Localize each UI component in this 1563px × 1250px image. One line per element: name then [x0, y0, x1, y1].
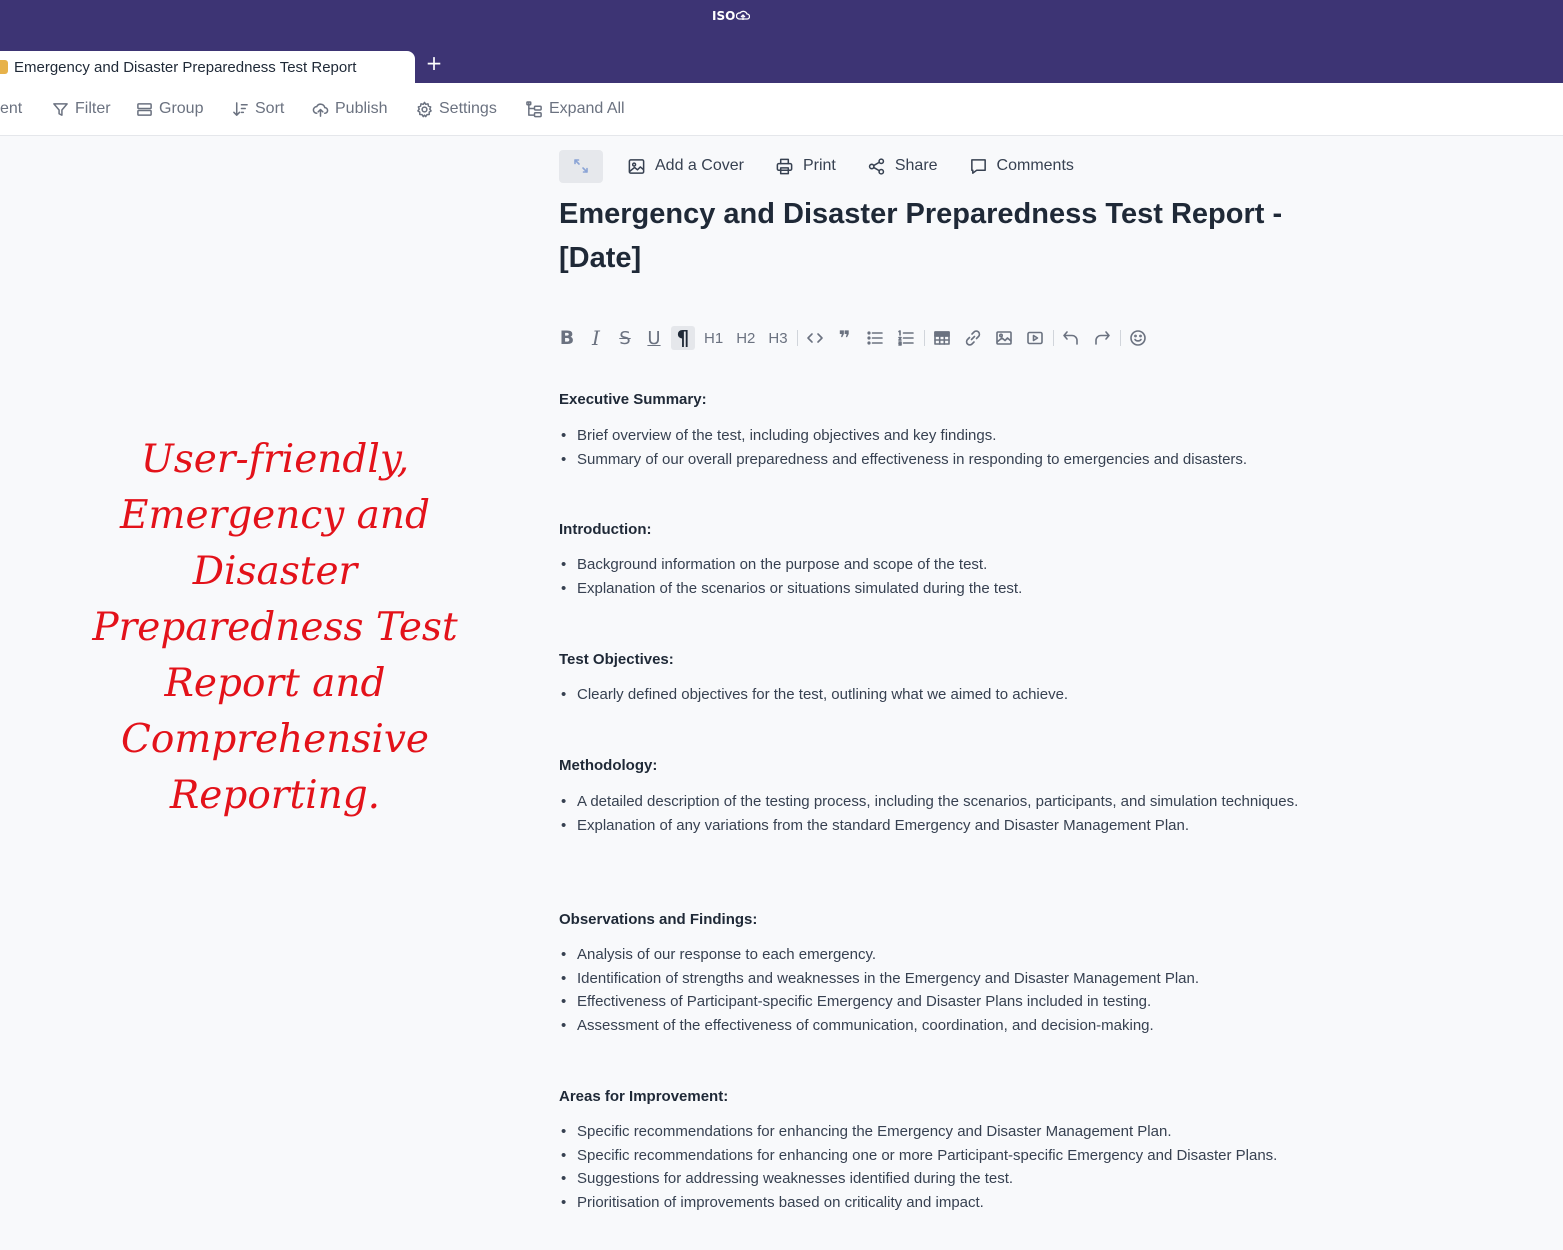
section-heading: Areas for Improvement:	[559, 1088, 729, 1105]
gear-icon	[416, 101, 433, 118]
section-heading: Methodology:	[559, 757, 658, 774]
filter-label: Filter	[75, 100, 111, 117]
print-button[interactable]	[775, 157, 836, 176]
list-item: • Effectiveness of Participant-specific Emergency and Disaster Plans included in testing.	[559, 990, 1339, 1014]
printer-icon	[775, 157, 794, 176]
sort-icon	[232, 101, 249, 118]
strikethrough-button[interactable]: S	[619, 327, 631, 349]
app-logo	[712, 5, 750, 27]
bullet-list-button[interactable]	[862, 326, 888, 350]
numbered-list-button[interactable]	[893, 326, 919, 350]
print-label: Print	[802, 157, 836, 174]
section-heading: Introduction:	[559, 521, 652, 538]
quote-button[interactable]: ❞	[838, 326, 851, 350]
share-label: Share	[894, 157, 938, 174]
document-actions	[559, 149, 1105, 183]
paragraph-button[interactable]: ¶	[671, 326, 695, 350]
code-button[interactable]	[802, 326, 828, 350]
redo-button[interactable]	[1089, 326, 1115, 350]
undo-icon	[1062, 329, 1080, 347]
list-item: • Identification of strengths and weaknesses in the Emergency and Disaster Management Plan.	[559, 967, 1339, 991]
tab-document[interactable]	[0, 51, 415, 83]
smiley-icon	[1129, 329, 1147, 347]
comment-icon	[969, 157, 988, 176]
tab-strip	[0, 42, 1563, 83]
cloud-upload-icon	[312, 101, 329, 118]
settings-label: Settings	[439, 100, 497, 117]
list-item: • Prioritisation of improvements based on criticality and impact.	[559, 1191, 1339, 1215]
toolbar-divider	[1053, 330, 1054, 346]
group-icon	[136, 101, 153, 118]
toolbar-divider	[797, 330, 798, 346]
group-button[interactable]	[136, 98, 203, 120]
settings-button[interactable]	[416, 98, 497, 120]
list-item: • Analysis of our response to each emergency.	[559, 943, 1339, 967]
share-button[interactable]	[867, 157, 938, 176]
link-button[interactable]	[960, 326, 986, 350]
list-item: • Suggestions for addressing weaknesses identified during the test.	[559, 1167, 1339, 1191]
comments-label: Comments	[996, 157, 1074, 174]
undo-button[interactable]	[1058, 326, 1084, 350]
bullet-list	[559, 1120, 1339, 1215]
list-item: • Background information on the purpose and scope of the test.	[559, 553, 1339, 577]
image-icon	[995, 329, 1013, 347]
table-icon	[933, 329, 951, 347]
editor-toolbar	[555, 325, 1156, 351]
sort-button[interactable]	[232, 98, 284, 120]
logo-text: ISO	[712, 9, 736, 23]
section-heading: Test Objectives:	[559, 651, 674, 668]
document-button[interactable]	[0, 98, 22, 120]
publish-button[interactable]	[312, 98, 387, 120]
list-item: • A detailed description of the testing process, including the scenarios, participants, and simulation techniques.	[559, 790, 1339, 814]
cloud-upload-icon	[736, 8, 750, 24]
bullet-list	[559, 424, 1339, 471]
toolbar-divider	[924, 330, 925, 346]
bullet-list	[559, 790, 1339, 837]
bullet-list-icon	[866, 329, 884, 347]
bullet-list	[559, 553, 1339, 600]
bold-button[interactable]: B	[559, 327, 575, 349]
bullet-list	[559, 683, 1339, 707]
list-item: • Specific recommendations for enhancing the Emergency and Disaster Management Plan.	[559, 1120, 1339, 1144]
title-bar	[0, 0, 1563, 42]
heading-3-button[interactable]: H3	[768, 329, 788, 347]
tree-icon	[526, 101, 543, 118]
redo-icon	[1093, 329, 1111, 347]
bullet-list	[559, 943, 1339, 1038]
list-item: • Explanation of the scenarios or situations simulated during the test.	[559, 577, 1339, 601]
italic-button[interactable]: I	[592, 326, 600, 350]
expand-all-label: Expand All	[549, 100, 625, 117]
table-button[interactable]	[929, 326, 955, 350]
video-icon	[1026, 329, 1044, 347]
underline-button[interactable]: U	[647, 327, 661, 349]
filter-button[interactable]	[52, 98, 111, 120]
insert-video-button[interactable]	[1022, 326, 1048, 350]
add-cover-button[interactable]	[627, 157, 744, 176]
link-icon	[964, 329, 982, 347]
publish-label: Publish	[335, 100, 388, 117]
image-icon	[627, 157, 646, 176]
filter-icon	[52, 101, 69, 118]
heading-2-button[interactable]: H2	[736, 329, 756, 347]
list-item: • Explanation of any variations from the standard Emergency and Disaster Management Plan.	[559, 814, 1339, 838]
list-item: • Clearly defined objectives for the test, outlining what we aimed to achieve.	[559, 683, 1339, 707]
emoji-button[interactable]	[1125, 326, 1151, 350]
expand-all-button[interactable]	[526, 98, 625, 120]
expand-diagonal-icon	[572, 157, 590, 175]
toolbar-divider	[1120, 330, 1121, 346]
document-label: ent	[0, 100, 23, 117]
promo-text: User-friendly, Emergency and Disaster Preparedness Test Report and Comprehensive Reporting.	[92, 437, 458, 818]
new-tab-button[interactable]: +	[425, 51, 443, 75]
view-toolbar	[0, 83, 1563, 136]
numbered-list-icon	[897, 329, 915, 347]
document-emoji-icon	[0, 60, 8, 74]
section-heading: Executive Summary:	[559, 391, 707, 408]
insert-image-button[interactable]	[991, 326, 1017, 350]
fullscreen-toggle-button[interactable]	[559, 150, 603, 183]
sort-label: Sort	[255, 100, 285, 117]
list-item: • Summary of our overall preparedness and effectiveness in responding to emergencies and disasters.	[559, 448, 1339, 472]
group-label: Group	[159, 100, 204, 117]
section-heading: Observations and Findings:	[559, 911, 758, 928]
heading-1-button[interactable]: H1	[704, 329, 724, 347]
share-icon	[867, 157, 886, 176]
document-title[interactable]: Emergency and Disaster Preparedness Test Report - [Date]	[559, 198, 1283, 274]
list-item: • Assessment of the effectiveness of communication, coordination, and decision-making.	[559, 1014, 1339, 1038]
list-item: • Brief overview of the test, including objectives and key findings.	[559, 424, 1339, 448]
add-cover-label: Add a Cover	[655, 157, 744, 174]
tab-label: Emergency and Disaster Preparedness Test Report	[14, 58, 357, 76]
comments-button[interactable]	[969, 157, 1074, 176]
code-icon	[806, 329, 824, 347]
list-item: • Specific recommendations for enhancing one or more Participant-specific Emergency and Disaster Plans.	[559, 1144, 1339, 1168]
